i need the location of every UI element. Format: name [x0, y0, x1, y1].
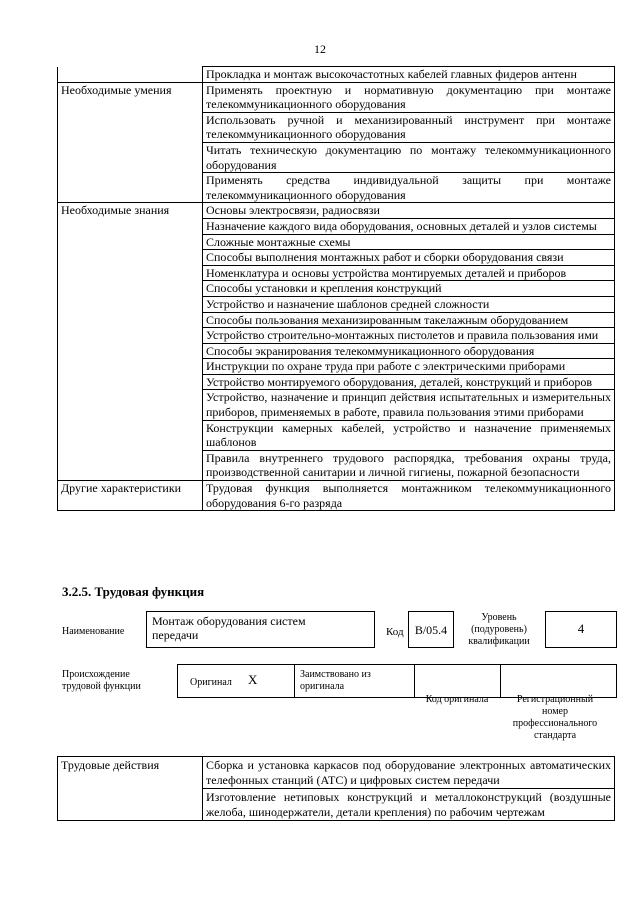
reg-number-label: Регистрационный номер профессионального стандарта	[512, 694, 598, 741]
row-text: Назначение каждого вида оборудования, основных деталей и узлов системы	[203, 218, 615, 234]
section-title: 3.2.5. Трудовая функция	[62, 584, 205, 599]
table-row	[58, 265, 615, 281]
row-text: Трудовая функция выполняется монтажником телекоммуникационного оборудования 6-го разряда	[203, 481, 615, 511]
row-category	[58, 296, 203, 312]
origin-box	[177, 664, 617, 698]
row-text: Инструкции по охране труда при работе с электрическими приборами	[203, 359, 615, 375]
row-text: Способы пользования механизированным такелажным оборудованием	[203, 312, 615, 328]
name-value-box	[146, 611, 375, 648]
table-row	[58, 234, 615, 250]
table-row	[58, 112, 615, 142]
level-value-box	[545, 611, 617, 648]
table-row	[58, 203, 615, 219]
table-row	[58, 757, 615, 789]
row-text: Устройство строительно-монтажных пистолетов и правила пользования ими	[203, 328, 615, 344]
row-text: Применять средства индивидуальной защиты при монтаже телекоммуникационного оборудования	[203, 173, 615, 203]
row-category	[58, 450, 203, 480]
row-category	[58, 67, 203, 83]
row-text: Основы электросвязи, радиосвязи	[203, 203, 615, 219]
code-value: B/05.4	[414, 623, 448, 637]
table-row	[58, 481, 615, 511]
row-category	[58, 359, 203, 375]
actions-table	[57, 756, 615, 821]
actions-category: Трудовые действия	[58, 757, 203, 821]
borrowed-label: Заимствовано из оригинала	[300, 669, 371, 692]
requirements-table	[57, 66, 615, 511]
table-row	[58, 359, 615, 375]
level-label: Уровень (подуровень) квалификации	[468, 612, 530, 647]
row-text: Способы установки и крепления конструкций	[203, 281, 615, 297]
row-text: Читать техническую документацию по монтажу телекоммуникационного оборудования	[203, 142, 615, 172]
row-category	[58, 234, 203, 250]
row-text: Устройство монтируемого оборудования, деталей, конструкций и приборов	[203, 374, 615, 390]
original-mark: X	[248, 672, 258, 687]
row-category	[58, 390, 203, 420]
row-text: Устройство, назначение и принцип действия испытательных и измерительных приборов, применяемых в работе, правила пользования этими приборами	[203, 390, 615, 420]
row-text: Устройство и назначение шаблонов средней сложности	[203, 296, 615, 312]
row-text: Использовать ручной и механизированный инструмент при монтаже телекоммуникационного оборудования	[203, 112, 615, 142]
table-row	[58, 250, 615, 266]
table-row	[58, 420, 615, 450]
row-text: Правила внутреннего трудового распорядка, требования охраны труда, производственной санитарии и личной гигиены, пожарной безопасности	[203, 450, 615, 480]
row-category: Другие характеристики	[58, 481, 203, 511]
row-category	[58, 250, 203, 266]
table-row	[58, 218, 615, 234]
table-row	[58, 343, 615, 359]
table-row	[58, 450, 615, 480]
row-category	[58, 420, 203, 450]
name-label: Наименование	[62, 626, 125, 637]
code-label: Код	[386, 626, 404, 638]
page-number: 12	[314, 42, 326, 56]
table-row	[58, 312, 615, 328]
code-original-label: Код оригинала	[425, 694, 489, 705]
row-category	[58, 343, 203, 359]
table-row	[58, 390, 615, 420]
row-text: Конструкции камерных кабелей, устройство и назначение применяемых шаблонов	[203, 420, 615, 450]
row-category	[58, 312, 203, 328]
table-row	[58, 173, 615, 203]
row-category	[58, 173, 203, 203]
row-text: Номенклатура и основы устройства монтируемых деталей и приборов	[203, 265, 615, 281]
row-text: Прокладка и монтаж высокочастотных кабелей главных фидеров антенн	[203, 67, 615, 83]
level-value: 4	[577, 621, 585, 636]
row-category	[58, 112, 203, 142]
row-text: Способы выполнения монтажных работ и сборки оборудования связи	[203, 250, 615, 266]
row-category	[58, 142, 203, 172]
row-category	[58, 218, 203, 234]
table-row	[58, 328, 615, 344]
original-label: Оригинал	[190, 677, 232, 688]
row-category	[58, 374, 203, 390]
row-text: Способы экранирования телекоммуникационного оборудования	[203, 343, 615, 359]
table-row	[58, 67, 615, 83]
origin-label: Происхождение трудовой функции	[62, 669, 141, 692]
table-row	[58, 296, 615, 312]
table-row	[58, 374, 615, 390]
row-text: Применять проектную и нормативную документацию при монтаже телекоммуникационного оборудования	[203, 82, 615, 112]
code-value-box	[408, 611, 454, 648]
action-item: Сборка и установка каркасов под оборудование электронных автоматических телефонных станций (АТС) и цифровых систем передачи	[203, 757, 615, 789]
table-row	[58, 281, 615, 297]
row-text: Сложные монтажные схемы	[203, 234, 615, 250]
table-row	[58, 142, 615, 172]
table-row	[58, 82, 615, 112]
row-category: Необходимые знания	[58, 203, 203, 219]
name-value: Монтаж оборудования систем передачи	[152, 614, 306, 642]
row-category	[58, 328, 203, 344]
action-item: Изготовление нетиповых конструкций и металлоконструкций (воздушные желоба, шинодержатели, детали крепления) по рабочим чертежам	[203, 789, 615, 821]
row-category	[58, 281, 203, 297]
row-category: Необходимые умения	[58, 82, 203, 112]
row-category	[58, 265, 203, 281]
